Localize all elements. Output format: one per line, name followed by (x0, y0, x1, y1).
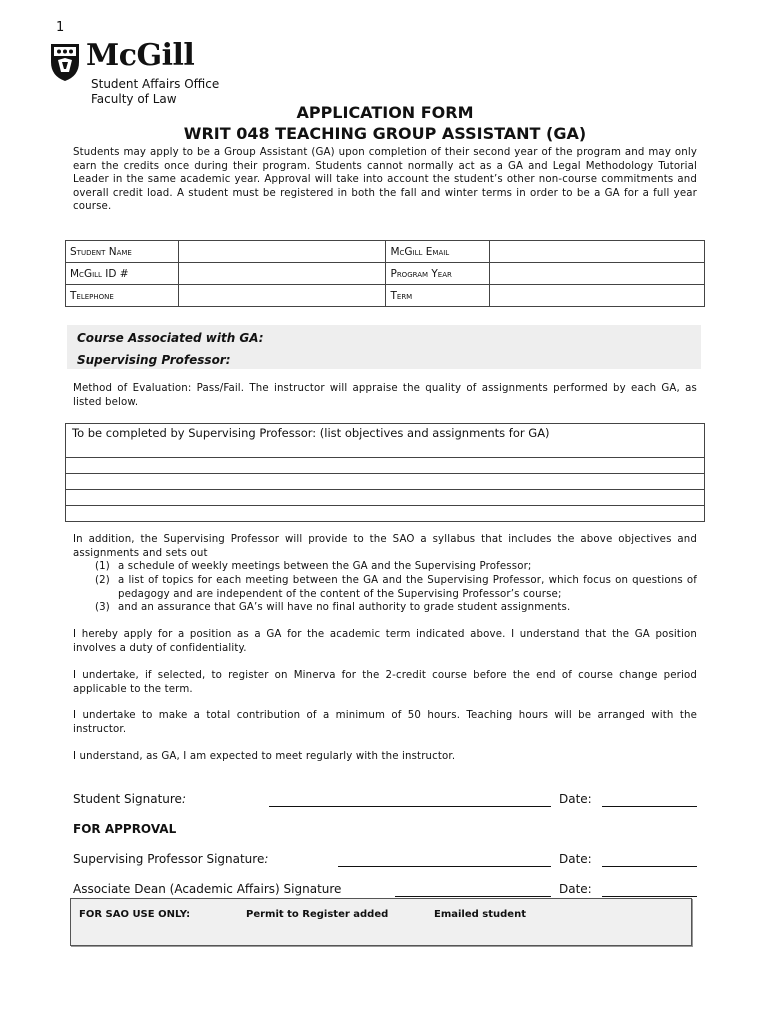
form-title: APPLICATION FORM (296, 103, 474, 122)
program-year-field[interactable] (490, 263, 705, 285)
permit-label: Permit to Register added (246, 909, 389, 920)
student-name-label: Student Name (66, 241, 179, 263)
brand-name: McGill (86, 38, 195, 73)
student-name-field[interactable] (178, 241, 386, 263)
approval-heading: FOR APPROVAL (73, 822, 177, 836)
list-item: a list of topics for each meeting between the GA and the Supervising Professor, which focus on questions of pedagogy and are independent of the content of the Supervising Professor’s course; (118, 575, 697, 600)
term-label: Term (386, 285, 490, 307)
hours-statement: I undertake to make a total contribution of a minimum of 50 hours. Teaching hours will be arranged with the instructor. (73, 710, 697, 735)
list-item: and an assurance that GA’s will have no final authority to grade student assignments. (118, 602, 571, 613)
page-number: 1 (56, 20, 65, 35)
professor-label[interactable]: Supervising Professor: (77, 353, 231, 367)
emailed-label: Emailed student (434, 909, 526, 920)
dean-signature-line[interactable] (395, 896, 551, 897)
student-info-table (65, 240, 705, 307)
objective-line-3[interactable] (66, 490, 705, 506)
objectives-header: To be completed by Supervising Professor: (list objectives and assignments for GA) (66, 424, 705, 458)
list-item: a schedule of weekly meetings between the GA and the Supervising Professor; (118, 561, 532, 572)
syllabus-intro: In addition, the Supervising Professor will provide to the SAO a syllabus that includes the above objectives and assignments and sets out (73, 534, 697, 559)
table-row (66, 490, 705, 506)
faculty-name: Faculty of Law (91, 92, 177, 106)
evaluation-paragraph: Method of Evaluation: Pass/Fail. The instructor will appraise the quality of assignments performed by each GA, as listed below. (73, 383, 697, 408)
list-number: (2) (95, 575, 110, 586)
register-statement: I undertake, if selected, to register on Minerva for the 2-credit course before the end of course change period applicable to the term. (73, 670, 697, 695)
telephone-field[interactable] (178, 285, 386, 307)
student-date-line[interactable] (602, 806, 697, 807)
dean-signature-label: Associate Dean (Academic Affairs) Signature (73, 882, 342, 896)
table-row (66, 285, 705, 307)
form-subtitle: WRIT 048 TEACHING GROUP ASSISTANT (GA) (183, 124, 587, 143)
list-number: (3) (95, 602, 110, 613)
mcgill-id-field[interactable] (178, 263, 386, 285)
objective-line-2[interactable] (66, 474, 705, 490)
table-row (66, 474, 705, 490)
objective-line-1[interactable] (66, 458, 705, 474)
table-row (66, 458, 705, 474)
table-row (66, 263, 705, 285)
table-row (66, 424, 705, 458)
date-label: Date: (559, 792, 592, 806)
student-signature-label: Student Signature: (73, 792, 186, 806)
telephone-label: Telephone (66, 285, 179, 307)
program-year-label: Program Year (386, 263, 490, 285)
date-label: Date: (559, 852, 592, 866)
meet-statement: I understand, as GA, I am expected to meet regularly with the instructor. (73, 751, 456, 762)
professor-signature-line[interactable] (338, 866, 551, 867)
professor-date-line[interactable] (602, 866, 697, 867)
table-row (66, 506, 705, 522)
mcgill-email-label: McGill Email (386, 241, 490, 263)
objective-line-4[interactable] (66, 506, 705, 522)
term-field[interactable] (490, 285, 705, 307)
table-row (66, 241, 705, 263)
sao-use-only-label: FOR SAO USE ONLY: (79, 909, 191, 920)
sao-use-box (70, 898, 692, 946)
mcgill-email-field[interactable] (490, 241, 705, 263)
office-name: Student Affairs Office (91, 77, 220, 91)
dean-date-line[interactable] (602, 896, 697, 897)
list-number: (1) (95, 561, 110, 572)
course-label[interactable]: Course Associated with GA: (77, 331, 264, 345)
student-signature-line[interactable] (269, 806, 551, 807)
date-label: Date: (559, 882, 592, 896)
apply-statement: I hereby apply for a position as a GA for the academic term indicated above. I understand that the GA position involves a duty of confidentiality. (73, 629, 697, 654)
intro-paragraph: Students may apply to be a Group Assistant (GA) upon completion of their second year of the program and may only earn the credits once during their program. Students cannot normally act as a GA and Legal Methodology Tutorial Leader in the same academic year. Approval will take into account the student’s other non-course commitments and overall credit load. A student must be registered in both the fall and winter terms in order to be a GA for a full year course. (73, 147, 697, 212)
professor-signature-label: Supervising Professor Signature: (73, 852, 269, 866)
objectives-table (65, 423, 705, 522)
mcgill-crest-icon (49, 42, 81, 82)
mcgill-id-label: McGill ID # (66, 263, 179, 285)
